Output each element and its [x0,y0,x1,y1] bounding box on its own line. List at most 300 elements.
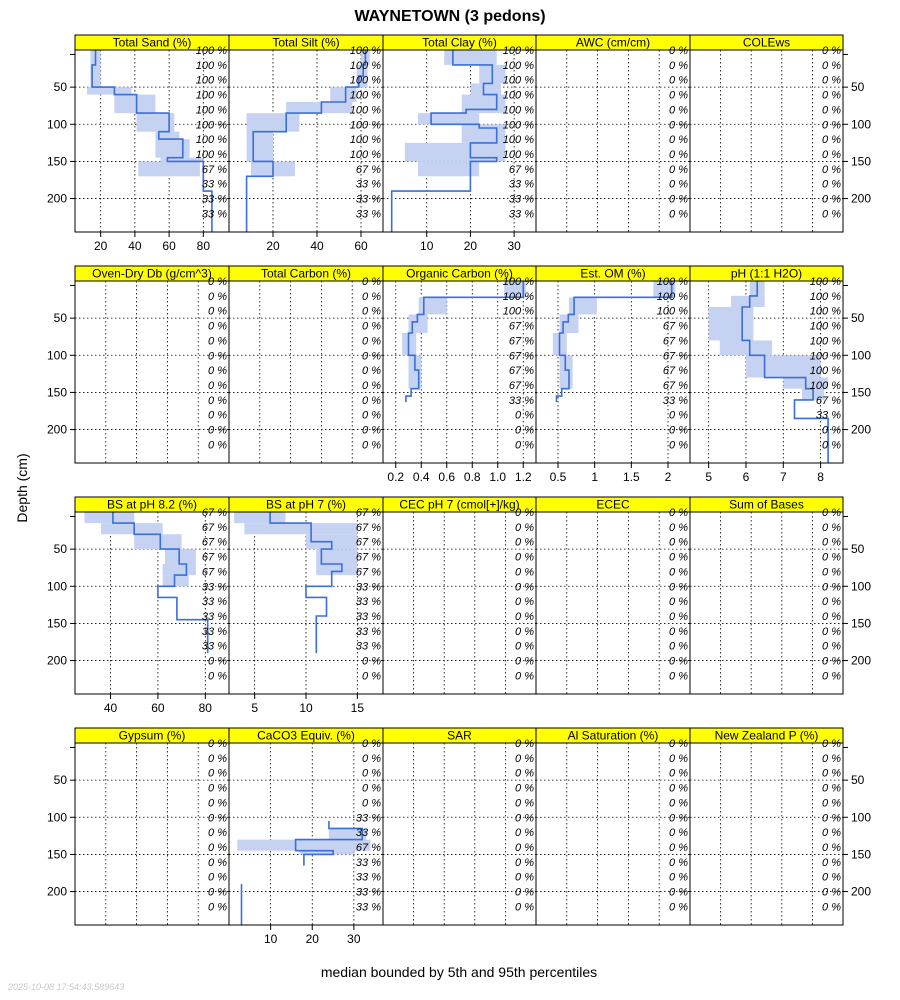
panel-frame [690,512,843,694]
panel-title: New Zealand P (%) [714,728,819,743]
x-axis-label: median bounded by 5th and 95th percentiles [320,964,598,980]
pct-label: 0 % [822,134,841,147]
pct-label: 100 % [195,59,227,72]
pct-label: 100 % [809,290,841,303]
pct-label: 67 % [815,394,841,407]
pct-label: 0 % [362,305,381,318]
panel-organic-carbon [383,266,536,484]
pct-label: 100 % [809,380,841,392]
panel-frame [536,50,690,232]
pct-label: 0 % [822,45,841,57]
x-tick-label: 15 [350,701,365,715]
pct-label: 0 % [362,276,381,288]
pct-label: 0 % [669,797,688,810]
pct-label: 100 % [195,134,227,147]
pct-label: 0 % [208,797,227,810]
pct-label: 0 % [515,409,534,422]
pct-label: 0 % [208,320,227,333]
pct-label: 100 % [809,305,841,318]
y-tick-label: 150 [851,154,872,169]
pct-label: 0 % [669,163,688,176]
pct-label: 0 % [822,193,841,206]
pct-label: 0 % [515,670,534,683]
pct-label: 33 % [815,409,841,422]
pct-label: 0 % [669,409,688,422]
pct-label: 67 % [662,365,688,378]
y-tick-label: 200 [46,884,67,899]
pct-label: 100 % [502,149,534,161]
panel-title: pH (1:1 H2O) [730,266,803,281]
y-tick-label: 200 [851,653,872,668]
pct-label: 0 % [515,842,534,854]
pct-label: 0 % [362,782,381,795]
pct-label: 100 % [502,290,534,303]
pct-label: 33 % [508,193,534,206]
pct-label: 0 % [822,566,841,579]
median-line [557,281,672,402]
percentile-band [84,512,134,523]
pct-label: 67 % [201,566,227,579]
pct-label: 0 % [669,74,688,87]
pct-label: 33 % [508,394,534,407]
pct-label: 0 % [362,290,381,303]
y-tick-label: 200 [46,422,67,437]
pct-label: 33 % [355,640,381,653]
pct-label: 100 % [656,276,688,288]
pct-label: 0 % [515,521,534,534]
pct-label: 0 % [208,365,227,378]
y-tick-label: 150 [851,385,872,400]
x-tick-label: 60 [354,239,368,253]
panel-title: Oven-Dry Db (g/cm^3) [92,266,212,281]
panel-gypsum [47,728,229,925]
panel-title: Total Clay (%) [422,35,497,50]
x-tick-label: 0.6 [438,470,456,484]
pct-label: 0 % [669,566,688,579]
pct-label: 0 % [208,752,227,765]
y-tick-label: 100 [46,579,67,594]
pct-label: 0 % [669,59,688,72]
percentile-band [720,340,772,355]
percentile-band [247,132,273,162]
pct-label: 0 % [669,551,688,564]
pct-label: 33 % [201,611,227,623]
pct-label: 100 % [195,149,227,161]
pct-label: 0 % [669,208,688,221]
panel-title: Sum of Bases [729,497,804,512]
pct-label: 67 % [355,507,381,519]
pct-label: 0 % [822,119,841,132]
x-tick-label: 0.4 [412,470,430,484]
panel-frame [383,743,536,925]
pct-label: 67 % [508,365,534,378]
pct-label: 100 % [349,59,381,72]
percentile-band [286,102,352,113]
pct-label: 0 % [822,149,841,161]
pct-label: 100 % [809,335,841,348]
panel-title: Total Silt (%) [272,35,340,50]
percentile-band [114,95,155,114]
pct-label: 100 % [502,59,534,72]
x-tick-label: 80 [198,701,212,715]
pct-label: 0 % [362,797,381,810]
panel-bs-at-ph-8-2 [47,497,229,715]
pct-label: 100 % [195,45,227,57]
pct-label: 100 % [349,104,381,117]
pct-label: 0 % [822,424,841,437]
panel-title: Al Saturation (%) [567,728,659,743]
pct-label: 0 % [822,178,841,191]
pct-label: 0 % [669,424,688,437]
pct-label: 0 % [669,507,688,519]
x-tick-label: 10 [420,239,434,253]
pct-label: 0 % [362,350,381,363]
pct-label: 100 % [349,119,381,132]
pct-label: 0 % [208,290,227,303]
pct-label: 0 % [515,797,534,810]
y-tick-label: 50 [851,542,865,557]
panel-bs-at-ph-7 [229,497,383,715]
pct-label: 0 % [669,640,688,653]
y-tick-label: 100 [46,810,67,825]
pct-label: 0 % [362,380,381,392]
pct-label: 33 % [355,886,381,899]
pct-label: 0 % [515,507,534,519]
panel-new-zealand-p [690,728,871,925]
pct-label: 0 % [208,655,227,668]
panel-title: SAR [447,728,472,743]
pct-label: 33 % [355,901,381,914]
pct-label: 0 % [822,74,841,87]
pct-label: 0 % [669,581,688,594]
panel-frame [75,743,229,925]
x-tick-label: 20 [463,239,478,253]
pct-label: 0 % [362,365,381,378]
pct-label: 0 % [669,536,688,549]
x-tick-label: 10 [263,932,278,946]
x-tick-label: 60 [151,701,165,715]
pct-label: 0 % [669,842,688,854]
pct-label: 0 % [669,827,688,840]
y-tick-label: 150 [46,616,67,631]
pct-label: 100 % [502,89,534,102]
y-axis-label: Depth (cm) [14,453,30,523]
pct-label: 0 % [208,782,227,795]
percentile-band [418,113,479,124]
pct-label: 33 % [355,581,381,594]
pct-label: 33 % [355,812,381,825]
pct-label: 100 % [502,276,534,288]
pct-label: 0 % [669,812,688,825]
panel-est-om [536,266,690,484]
panel-frame [383,512,536,694]
panel-title: BS at pH 8.2 (%) [106,497,198,512]
x-tick-label: 1 [591,470,599,484]
panel-title: Organic Carbon (%) [406,266,513,281]
pct-label: 0 % [822,782,841,795]
pct-label: 0 % [208,335,227,348]
pct-label: 0 % [515,439,534,452]
pct-label: 67 % [355,842,381,854]
pct-label: 67 % [662,320,688,333]
percentile-band [163,575,189,586]
pct-label: 0 % [669,856,688,869]
pct-label: 0 % [822,827,841,840]
panel-title: BS at pH 7 (%) [265,497,347,512]
pct-label: 0 % [822,507,841,519]
pct-label: 67 % [201,536,227,549]
percentile-band [316,564,357,575]
pct-label: 33 % [201,193,227,206]
y-tick-label: 50 [53,80,67,95]
pct-label: 0 % [669,193,688,206]
y-tick-label: 150 [851,847,872,862]
pct-label: 0 % [362,394,381,407]
pct-label: 100 % [502,134,534,147]
panel-ph-1-1-h2o [690,266,871,484]
pct-label: 0 % [669,89,688,102]
pct-label: 0 % [515,596,534,609]
pct-label: 0 % [669,670,688,683]
pct-label: 0 % [669,871,688,884]
pct-label: 0 % [515,782,534,795]
pct-label: 0 % [822,752,841,765]
y-tick-label: 200 [851,884,872,899]
y-tick-label: 50 [851,773,865,788]
panel-title: CEC pH 7 (cmol[+]/kg) [399,497,520,512]
panel-title: Est. OM (%) [580,266,646,281]
pct-label: 100 % [349,149,381,161]
pct-label: 0 % [822,812,841,825]
percentile-band [134,534,181,549]
x-tick-label: 80 [196,239,211,253]
pct-label: 0 % [515,767,534,780]
pct-label: 33 % [355,871,381,884]
pct-label: 100 % [809,365,841,378]
pct-label: 67 % [355,566,381,579]
pct-label: 0 % [362,409,381,422]
pct-label: 67 % [662,380,688,392]
panel-sar [383,728,536,925]
panel-al-saturation [536,728,690,925]
pct-label: 0 % [669,655,688,668]
x-tick-label: 1.5 [622,470,640,484]
pct-label: 0 % [669,596,688,609]
pct-label: 0 % [822,640,841,653]
pct-label: 0 % [822,551,841,564]
timestamp: 2025-10-08 17:54:43.589643 [8,982,125,992]
pct-label: 67 % [508,163,534,176]
panel-colews [690,35,871,232]
pct-label: 0 % [208,670,227,683]
pct-label: 0 % [515,827,534,840]
pct-label: 0 % [669,45,688,57]
pct-label: 0 % [362,424,381,437]
pct-label: 0 % [822,208,841,221]
percentile-band [237,840,370,851]
pct-label: 0 % [362,670,381,683]
pct-label: 100 % [349,74,381,87]
y-tick-label: 100 [46,348,67,363]
panel-frame [690,743,843,925]
pct-label: 67 % [508,350,534,363]
pct-label: 100 % [349,134,381,147]
y-tick-label: 100 [851,810,872,825]
pct-label: 33 % [201,208,227,221]
percentile-band [244,523,357,534]
percentile-band [234,512,285,523]
pct-label: 0 % [208,394,227,407]
pct-label: 100 % [809,276,841,288]
pct-label: 33 % [201,178,227,191]
pct-label: 0 % [669,611,688,623]
percentile-band [87,87,131,94]
x-tick-label: 7 [779,470,787,484]
pct-label: 100 % [656,290,688,303]
pct-label: 0 % [822,797,841,810]
pct-label: 67 % [355,163,381,176]
pct-label: 33 % [201,581,227,594]
pct-label: 0 % [362,439,381,452]
pct-label: 100 % [809,350,841,363]
pct-label: 67 % [201,507,227,519]
pct-label: 0 % [362,752,381,765]
panel-total-carbon [229,266,383,463]
pct-label: 0 % [515,625,534,638]
pct-label: 0 % [822,625,841,638]
pct-label: 0 % [208,886,227,899]
pct-label: 0 % [669,782,688,795]
pct-label: 0 % [669,625,688,638]
y-tick-label: 200 [46,191,67,206]
pct-label: 33 % [355,611,381,623]
x-tick-label: 60 [162,239,176,253]
pct-label: 0 % [208,812,227,825]
x-tick-label: 1.0 [489,470,507,484]
x-tick-label: 20 [266,239,280,253]
pct-label: 0 % [362,738,381,750]
pct-label: 33 % [355,856,381,869]
pct-label: 67 % [201,521,227,534]
pct-label: 0 % [208,856,227,869]
percentile-band [165,549,196,564]
pct-label: 0 % [208,380,227,392]
pct-label: 100 % [195,74,227,87]
pct-label: 0 % [669,439,688,452]
panel-oven-dry-db-g-cm-3 [47,266,229,463]
percentile-band [462,124,506,143]
percentile-band [709,307,754,340]
pct-label: 0 % [362,320,381,333]
pct-label: 0 % [515,611,534,623]
panel-title: Gypsum (%) [118,728,186,743]
y-tick-label: 150 [46,154,67,169]
panel-frame [536,743,690,925]
x-tick-label: 20 [93,239,108,253]
panel-title: Total Sand (%) [112,35,192,50]
y-tick-label: 200 [46,653,67,668]
percentile-band [316,549,357,564]
x-tick-label: 10 [299,701,313,715]
panel-total-clay [383,35,536,253]
pct-label: 0 % [208,276,227,288]
pct-label: 100 % [195,119,227,132]
panel-frame [690,50,843,232]
pct-label: 0 % [669,134,688,147]
pct-label: 0 % [822,59,841,72]
panel-frame [229,281,383,463]
pct-label: 0 % [822,163,841,176]
pct-label: 0 % [515,752,534,765]
y-tick-label: 50 [851,311,865,326]
x-tick-label: 30 [507,239,521,253]
x-tick-label: 0.8 [463,470,481,484]
percentile-band [163,564,196,575]
pct-label: 0 % [515,655,534,668]
pct-label: 0 % [669,178,688,191]
pct-label: 67 % [508,335,534,348]
pct-label: 0 % [822,655,841,668]
pct-label: 0 % [208,871,227,884]
pct-label: 0 % [822,439,841,452]
y-tick-label: 100 [851,348,872,363]
pct-label: 0 % [515,551,534,564]
x-tick-label: 8 [817,470,824,484]
pct-label: 100 % [809,320,841,333]
y-tick-label: 100 [851,579,872,594]
pct-label: 0 % [515,738,534,750]
pct-label: 0 % [822,871,841,884]
pct-label: 0 % [822,521,841,534]
x-tick-label: 0.2 [387,470,405,484]
pct-label: 67 % [508,380,534,392]
pct-label: 0 % [669,521,688,534]
x-tick-label: 40 [103,701,118,715]
panel-caco3-equiv [229,728,383,946]
pct-label: 100 % [502,74,534,87]
pct-label: 0 % [362,655,381,668]
pct-label: 0 % [669,738,688,750]
pct-label: 0 % [515,812,534,825]
panel-frame [536,512,690,694]
pct-label: 0 % [822,901,841,914]
pct-label: 0 % [515,581,534,594]
y-tick-label: 150 [46,847,67,862]
pct-label: 0 % [822,536,841,549]
y-tick-label: 50 [53,311,67,326]
percentile-band [419,297,447,314]
pct-label: 0 % [822,89,841,102]
pct-label: 0 % [822,738,841,750]
pct-label: 0 % [362,767,381,780]
pct-label: 0 % [208,424,227,437]
percentile-band [731,296,765,307]
pct-label: 100 % [502,104,534,117]
y-tick-label: 100 [851,117,872,132]
pct-label: 67 % [201,163,227,176]
pct-label: 0 % [208,350,227,363]
pct-label: 33 % [355,208,381,221]
panel-cec-ph-7-cmol-kg [383,497,536,694]
pct-label: 100 % [195,89,227,102]
panel-total-silt [229,35,383,253]
pct-label: 33 % [201,640,227,653]
pct-label: 0 % [822,611,841,623]
panel-frame [75,281,229,463]
x-tick-label: 0.5 [549,470,567,484]
pct-label: 0 % [669,149,688,161]
pct-label: 0 % [822,856,841,869]
